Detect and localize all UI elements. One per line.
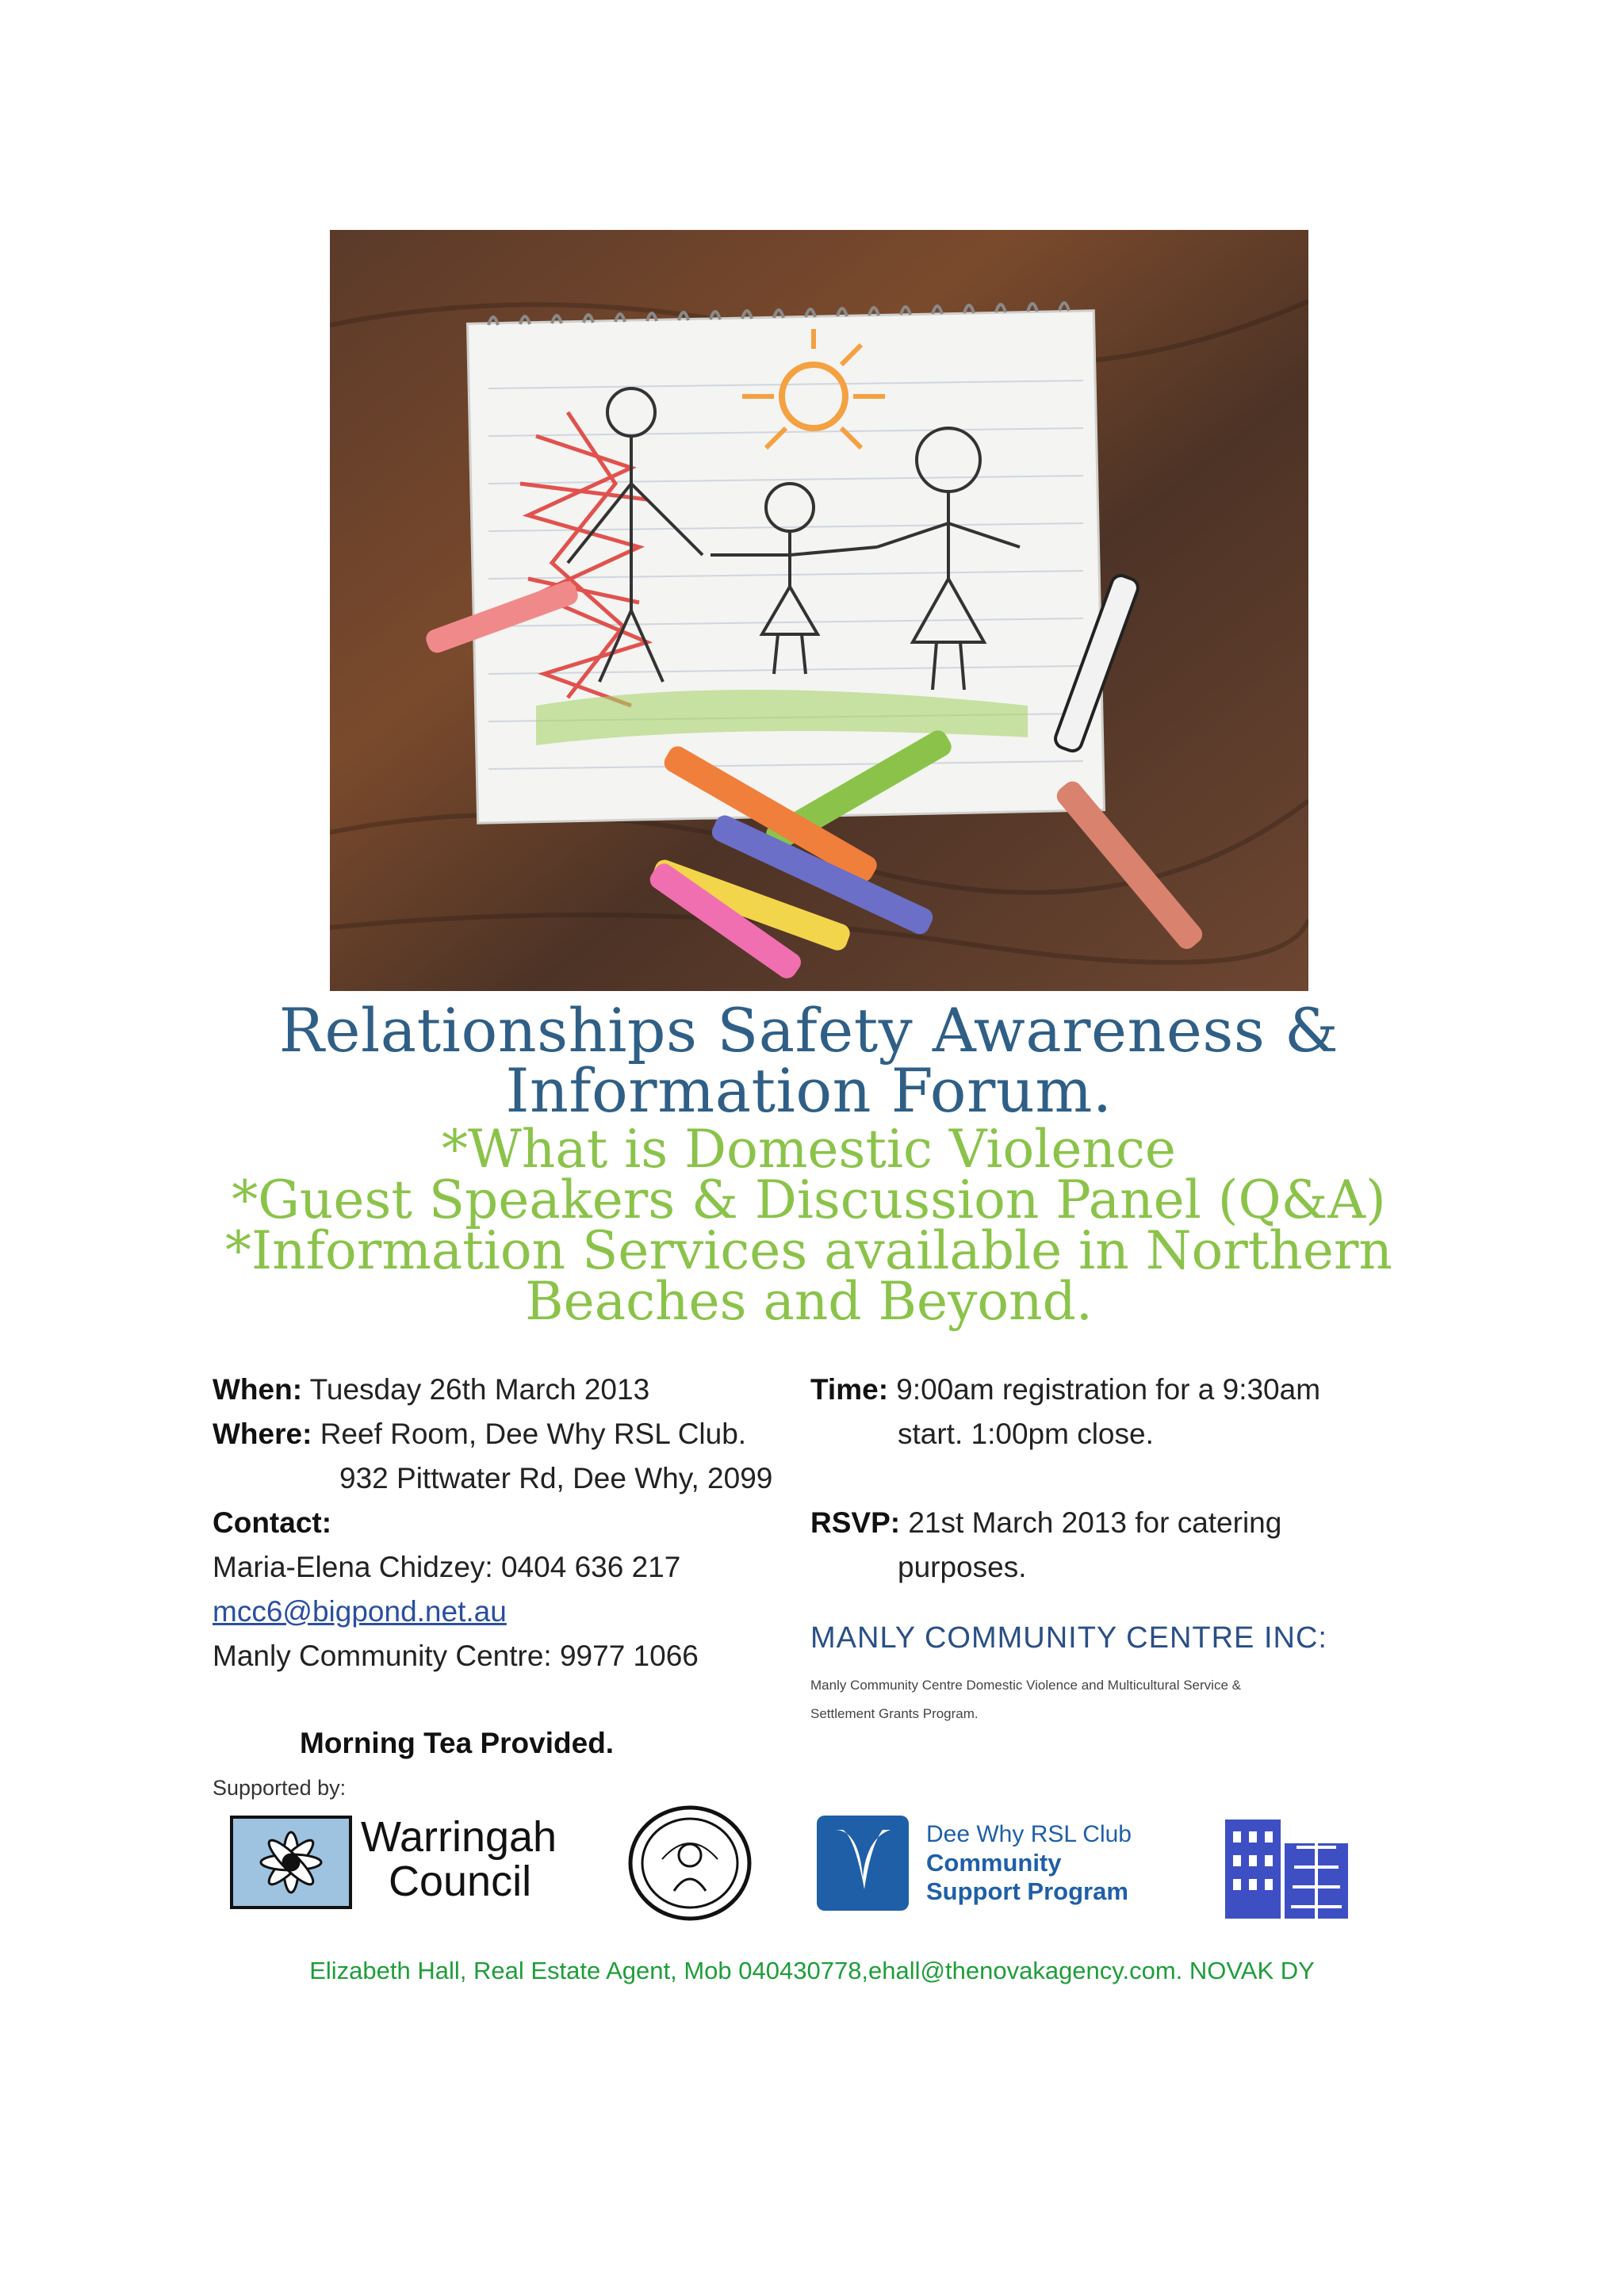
warringah-wordmark-2: Council — [389, 1858, 532, 1905]
warringah-wordmark-1: Warringah — [361, 1813, 557, 1861]
crest-seal-logo — [626, 1804, 753, 1923]
morning-tea-note: Morning Tea Provided. — [300, 1727, 615, 1759]
when-row — [213, 1368, 831, 1412]
title-line-1: Relationships Safety Awareness & — [278, 995, 1339, 1066]
building-tree-logo — [1221, 1800, 1352, 1923]
topic-item: Beaches and Beyond. — [525, 1271, 1093, 1332]
rsvp-value: 21st March 2013 for catering — [908, 1506, 1282, 1539]
contact-person: Maria-Elena Chidzey: 0404 636 217 — [213, 1551, 681, 1583]
contact-label: Contact: — [213, 1506, 332, 1539]
forum-title — [198, 995, 1419, 1126]
rsvp-value-2: purposes. — [898, 1551, 1027, 1583]
time-label: Time: — [810, 1373, 889, 1406]
mcc-subtitle-line-2: Settlement Grants Program. — [810, 1706, 979, 1721]
when-value: Tuesday 26th March 2013 — [309, 1373, 650, 1406]
dee-why-wordmark-1: Dee Why RSL Club — [926, 1821, 1132, 1847]
mcc-subtitle — [810, 1671, 1381, 1728]
time-value: 9:00am registration for a 9:30am — [896, 1373, 1321, 1406]
mcc-title: MANLY COMMUNITY CENTRE INC: — [810, 1621, 1327, 1655]
topic-list — [198, 1119, 1419, 1332]
time-row — [810, 1368, 1413, 1412]
sponsor-footer: Elizabeth Hall, Real Estate Agent, Mob 040430778,ehall@thenovakagency.com. NOVAK DY — [309, 1957, 1315, 1984]
topic-item: *Guest Speakers & Discussion Panel (Q&A) — [232, 1169, 1386, 1230]
when-label: When: — [213, 1373, 303, 1406]
rsvp-label: RSVP: — [810, 1506, 901, 1539]
time-value-2: start. 1:00pm close. — [898, 1418, 1154, 1450]
dee-why-rsl-logo — [815, 1814, 1164, 1912]
event-details-left — [213, 1368, 831, 1678]
where-value: Reef Room, Dee Why RSL Club. — [320, 1418, 747, 1450]
contact-row — [213, 1501, 831, 1545]
topic-item: *What is Domestic Violence — [442, 1119, 1176, 1180]
dee-why-wordmark-3: Support Program — [926, 1877, 1128, 1905]
rsvp-row — [810, 1501, 1413, 1545]
where-address: 932 Pittwater Rd, Dee Why, 2099 — [339, 1462, 773, 1494]
where-label: Where: — [213, 1418, 312, 1450]
where-row — [213, 1412, 831, 1456]
title-line-2: Information Forum. — [505, 1055, 1113, 1126]
topic-item: *Information Services available in Northern — [225, 1220, 1392, 1281]
supported-by-label: Supported by: — [213, 1776, 347, 1800]
mcc-subtitle-line-1: Manly Community Centre Domestic Violence and Multicultural Service & — [810, 1678, 1241, 1693]
event-details-right — [810, 1368, 1413, 1590]
contact-centre: Manly Community Centre: 9977 1066 — [213, 1640, 699, 1672]
contact-email-link[interactable]: mcc6@bigpond.net.au — [213, 1595, 507, 1628]
warringah-council-logo — [230, 1813, 595, 1909]
dee-why-wordmark-2: Community — [926, 1849, 1062, 1877]
hero-image — [330, 230, 1308, 991]
